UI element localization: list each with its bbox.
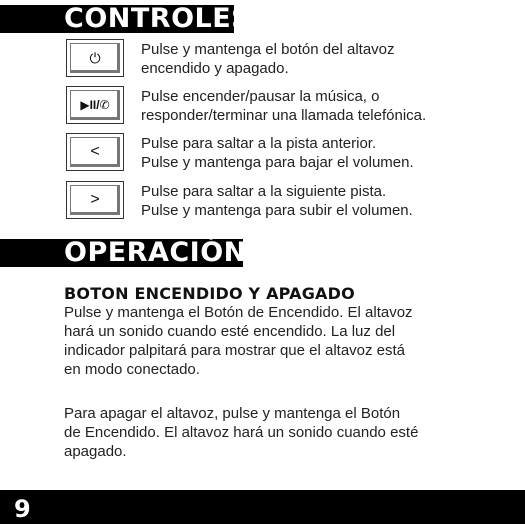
control-description-line: Pulse y mantenga para subir el volumen. xyxy=(141,202,413,219)
operation-paragraph xyxy=(64,404,418,461)
control-description-line: encendido y apagado. xyxy=(141,60,289,77)
control-row-next xyxy=(66,181,413,220)
previous-key xyxy=(66,133,124,171)
play-pause-phone-icon: ▶II/✆ xyxy=(80,98,110,112)
paragraph-line: en modo conectado. xyxy=(64,361,200,378)
control-row-previous xyxy=(66,133,414,172)
power-icon: ⏻ xyxy=(89,49,101,66)
control-description xyxy=(141,40,395,78)
control-description-line: Pulse para saltar a la siguiente pista. xyxy=(141,183,387,200)
operation-heading: BOTON ENCENDIDO Y APAGADO xyxy=(64,284,355,303)
control-description xyxy=(141,87,426,125)
page-number: 9 xyxy=(14,495,31,523)
next-key xyxy=(66,181,124,219)
control-description-line: Pulse y mantenga el botón del altavoz xyxy=(141,41,395,58)
controles-section-header xyxy=(0,3,252,34)
power-key xyxy=(66,39,124,77)
control-description xyxy=(141,182,413,220)
control-description-line: responder/terminar una llamada telefónica. xyxy=(141,107,427,124)
paragraph-line: de Encendido. El altavoz hará un sonido cuando esté xyxy=(64,424,419,441)
operacion-title: OPERACIÓN xyxy=(64,237,247,268)
paragraph-line: indicador palpitará para mostrar que el altavoz está xyxy=(64,342,406,359)
paragraph-line: hará un sonido cuando esté encendido. La luz del xyxy=(64,323,396,340)
previous-icon: < xyxy=(90,143,100,160)
control-description-line: Pulse encender/pausar la música, o xyxy=(141,88,380,105)
control-description-line: Pulse para saltar a la pista anterior. xyxy=(141,135,377,152)
control-row-play-pause xyxy=(66,86,426,125)
control-row-power xyxy=(66,39,395,78)
paragraph-line: apagado. xyxy=(64,443,127,460)
paragraph-line: Para apagar el altavoz, pulse y mantenga el Botón xyxy=(64,405,401,422)
next-icon: > xyxy=(90,191,100,208)
controles-title: CONTROLES xyxy=(64,3,252,34)
control-description xyxy=(141,134,414,172)
operation-paragraph xyxy=(64,303,413,379)
control-description-line: Pulse y mantenga para bajar el volumen. xyxy=(141,154,414,171)
play-pause-key xyxy=(66,86,124,124)
footer-bar xyxy=(0,490,525,524)
operacion-section-header xyxy=(0,237,247,268)
paragraph-line: Pulse y mantenga el Botón de Encendido. El altavoz xyxy=(64,304,413,321)
